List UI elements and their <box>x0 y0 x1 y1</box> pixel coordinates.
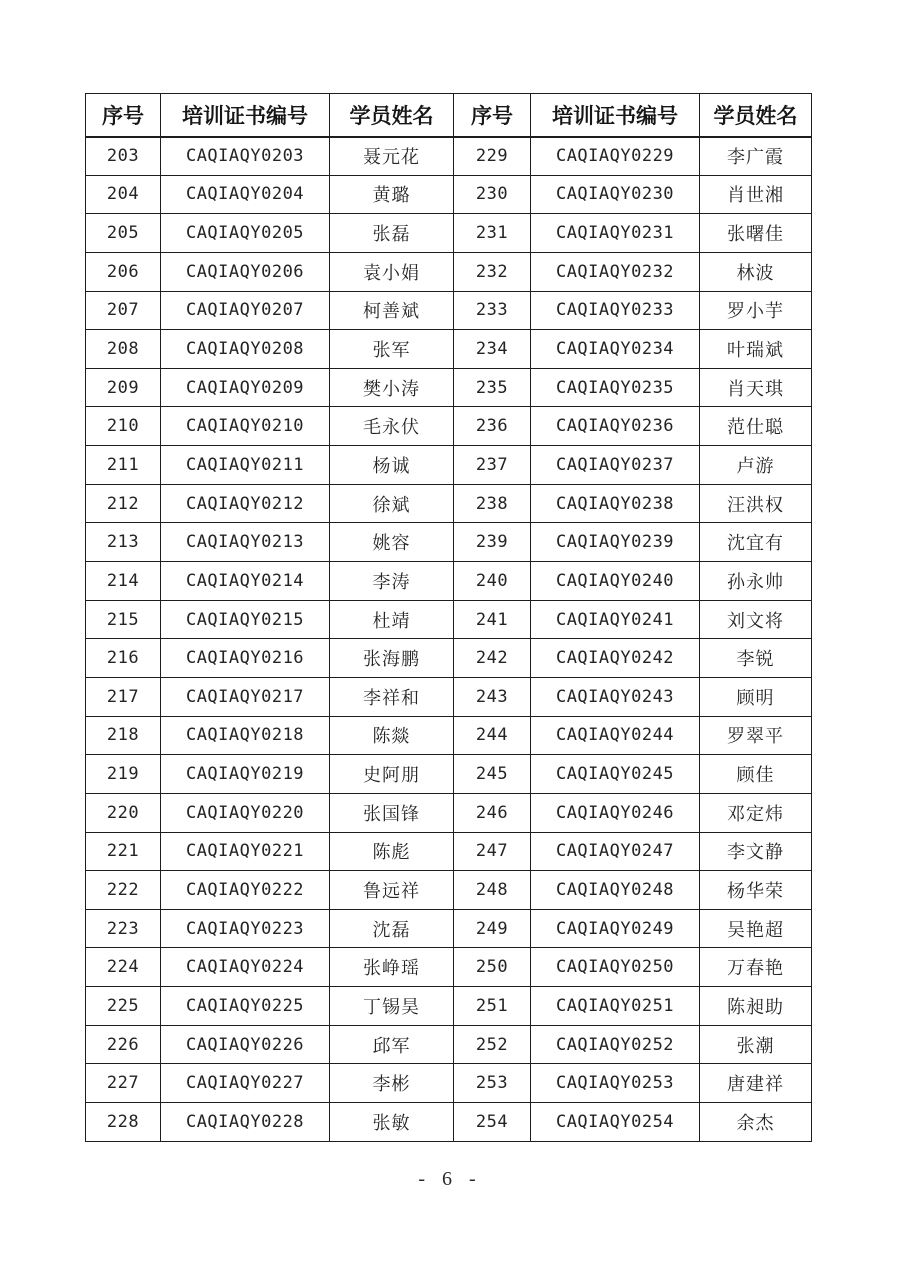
serial-number: 212 <box>86 484 161 523</box>
serial-number: 209 <box>86 368 161 407</box>
table-row <box>86 1025 812 1064</box>
serial-number: 235 <box>454 368 531 407</box>
serial-number: 206 <box>86 252 161 291</box>
serial-number: 221 <box>86 832 161 871</box>
trainee-name: 余杰 <box>700 1103 812 1142</box>
trainee-name: 李广霞 <box>700 137 812 176</box>
trainee-name: 林波 <box>700 252 812 291</box>
header-certificate-number: 培训证书编号 <box>161 94 330 137</box>
certificate-number: CAQIAQY0216 <box>161 639 330 678</box>
trainee-name: 邓定炜 <box>700 793 812 832</box>
trainee-name: 杜靖 <box>330 600 454 639</box>
certificate-number: CAQIAQY0208 <box>161 330 330 369</box>
trainee-name: 叶瑞斌 <box>700 330 812 369</box>
certificate-number: CAQIAQY0213 <box>161 523 330 562</box>
serial-number: 225 <box>86 987 161 1026</box>
serial-number: 228 <box>86 1103 161 1142</box>
trainee-name: 张磊 <box>330 214 454 253</box>
table-row <box>86 677 812 716</box>
certificate-number: CAQIAQY0245 <box>531 755 700 794</box>
trainee-name: 刘文将 <box>700 600 812 639</box>
serial-number: 246 <box>454 793 531 832</box>
certificate-number: CAQIAQY0243 <box>531 677 700 716</box>
table-body <box>86 137 812 1142</box>
table-row <box>86 484 812 523</box>
trainee-name: 罗翠平 <box>700 716 812 755</box>
certificate-number: CAQIAQY0228 <box>161 1103 330 1142</box>
serial-number: 213 <box>86 523 161 562</box>
certificate-number: CAQIAQY0225 <box>161 987 330 1026</box>
serial-number: 224 <box>86 948 161 987</box>
trainee-name: 柯善斌 <box>330 291 454 330</box>
trainee-name: 张军 <box>330 330 454 369</box>
table-row <box>86 214 812 253</box>
certificate-number: CAQIAQY0204 <box>161 175 330 214</box>
serial-number: 247 <box>454 832 531 871</box>
serial-number: 250 <box>454 948 531 987</box>
page-number: - 6 - <box>418 1168 482 1190</box>
table-row <box>86 987 812 1026</box>
certificate-number: CAQIAQY0247 <box>531 832 700 871</box>
serial-number: 243 <box>454 677 531 716</box>
trainee-name: 张海鹏 <box>330 639 454 678</box>
header-serial-number: 序号 <box>454 94 531 137</box>
certificate-number: CAQIAQY0240 <box>531 562 700 601</box>
serial-number: 242 <box>454 639 531 678</box>
serial-number: 214 <box>86 562 161 601</box>
certificate-number: CAQIAQY0207 <box>161 291 330 330</box>
table-row <box>86 330 812 369</box>
certificate-number: CAQIAQY0233 <box>531 291 700 330</box>
certificate-number: CAQIAQY0214 <box>161 562 330 601</box>
table-row <box>86 175 812 214</box>
certificate-number: CAQIAQY0223 <box>161 909 330 948</box>
trainee-name: 黄璐 <box>330 175 454 214</box>
trainee-name: 陈彪 <box>330 832 454 871</box>
certificate-number: CAQIAQY0218 <box>161 716 330 755</box>
serial-number: 219 <box>86 755 161 794</box>
serial-number: 211 <box>86 446 161 485</box>
certificate-number: CAQIAQY0235 <box>531 368 700 407</box>
certificate-number: CAQIAQY0231 <box>531 214 700 253</box>
serial-number: 226 <box>86 1025 161 1064</box>
certificate-number: CAQIAQY0236 <box>531 407 700 446</box>
certificate-number: CAQIAQY0249 <box>531 909 700 948</box>
header-certificate-number: 培训证书编号 <box>531 94 700 137</box>
certificate-number: CAQIAQY0250 <box>531 948 700 987</box>
serial-number: 204 <box>86 175 161 214</box>
serial-number: 232 <box>454 252 531 291</box>
certificate-number: CAQIAQY0211 <box>161 446 330 485</box>
trainee-name: 沈磊 <box>330 909 454 948</box>
serial-number: 240 <box>454 562 531 601</box>
certificate-number: CAQIAQY0215 <box>161 600 330 639</box>
trainee-name: 唐建祥 <box>700 1064 812 1103</box>
table-row <box>86 639 812 678</box>
trainee-name: 张峥瑶 <box>330 948 454 987</box>
certificate-number: CAQIAQY0254 <box>531 1103 700 1142</box>
certificate-number: CAQIAQY0217 <box>161 677 330 716</box>
trainee-name: 聂元花 <box>330 137 454 176</box>
trainee-name: 顾明 <box>700 677 812 716</box>
trainee-name: 李彬 <box>330 1064 454 1103</box>
trainee-name: 孙永帅 <box>700 562 812 601</box>
header-trainee-name: 学员姓名 <box>330 94 454 137</box>
trainee-name: 徐斌 <box>330 484 454 523</box>
table-row <box>86 1103 812 1142</box>
serial-number: 222 <box>86 871 161 910</box>
header-trainee-name: 学员姓名 <box>700 94 812 137</box>
serial-number: 238 <box>454 484 531 523</box>
table-row <box>86 600 812 639</box>
table-row <box>86 407 812 446</box>
trainee-name: 吴艳超 <box>700 909 812 948</box>
serial-number: 252 <box>454 1025 531 1064</box>
trainee-name: 李锐 <box>700 639 812 678</box>
serial-number: 239 <box>454 523 531 562</box>
trainee-name: 张国锋 <box>330 793 454 832</box>
table-row <box>86 446 812 485</box>
serial-number: 241 <box>454 600 531 639</box>
trainee-name: 樊小涛 <box>330 368 454 407</box>
serial-number: 249 <box>454 909 531 948</box>
table-row <box>86 909 812 948</box>
trainee-name: 肖世湘 <box>700 175 812 214</box>
trainee-name: 范仕聪 <box>700 407 812 446</box>
serial-number: 230 <box>454 175 531 214</box>
serial-number: 245 <box>454 755 531 794</box>
certificate-number: CAQIAQY0241 <box>531 600 700 639</box>
trainee-name: 李文静 <box>700 832 812 871</box>
serial-number: 203 <box>86 137 161 176</box>
certificate-number: CAQIAQY0242 <box>531 639 700 678</box>
certificate-number: CAQIAQY0212 <box>161 484 330 523</box>
header-serial-number: 序号 <box>86 94 161 137</box>
certificate-number: CAQIAQY0224 <box>161 948 330 987</box>
trainee-name: 杨诚 <box>330 446 454 485</box>
serial-number: 207 <box>86 291 161 330</box>
certificate-number: CAQIAQY0244 <box>531 716 700 755</box>
certificate-number: CAQIAQY0219 <box>161 755 330 794</box>
certificate-number: CAQIAQY0237 <box>531 446 700 485</box>
trainee-name: 陈昶助 <box>700 987 812 1026</box>
certificate-number: CAQIAQY0221 <box>161 832 330 871</box>
certificate-number: CAQIAQY0220 <box>161 793 330 832</box>
serial-number: 248 <box>454 871 531 910</box>
trainee-name: 沈宜有 <box>700 523 812 562</box>
certificate-number: CAQIAQY0210 <box>161 407 330 446</box>
trainee-name: 史阿朋 <box>330 755 454 794</box>
trainee-name: 杨华荣 <box>700 871 812 910</box>
table-row <box>86 252 812 291</box>
trainee-name: 张敏 <box>330 1103 454 1142</box>
certificate-number: CAQIAQY0205 <box>161 214 330 253</box>
table-row <box>86 291 812 330</box>
certificate-number: CAQIAQY0246 <box>531 793 700 832</box>
serial-number: 218 <box>86 716 161 755</box>
trainee-name: 姚容 <box>330 523 454 562</box>
serial-number: 236 <box>454 407 531 446</box>
trainee-name: 顾佳 <box>700 755 812 794</box>
serial-number: 237 <box>454 446 531 485</box>
serial-number: 216 <box>86 639 161 678</box>
serial-number: 231 <box>454 214 531 253</box>
table-row <box>86 793 812 832</box>
table-row <box>86 1064 812 1103</box>
trainee-name: 张潮 <box>700 1025 812 1064</box>
table-row <box>86 716 812 755</box>
trainee-name: 丁锡昊 <box>330 987 454 1026</box>
certificate-number: CAQIAQY0229 <box>531 137 700 176</box>
serial-number: 253 <box>454 1064 531 1103</box>
trainee-name: 万春艳 <box>700 948 812 987</box>
certificate-number: CAQIAQY0209 <box>161 368 330 407</box>
certificate-number: CAQIAQY0238 <box>531 484 700 523</box>
certificate-number: CAQIAQY0230 <box>531 175 700 214</box>
serial-number: 210 <box>86 407 161 446</box>
serial-number: 215 <box>86 600 161 639</box>
table-row <box>86 948 812 987</box>
trainee-name: 卢游 <box>700 446 812 485</box>
serial-number: 233 <box>454 291 531 330</box>
certificate-number: CAQIAQY0227 <box>161 1064 330 1103</box>
certificate-number: CAQIAQY0222 <box>161 871 330 910</box>
table-row <box>86 562 812 601</box>
table-header <box>86 94 812 137</box>
table-row <box>86 523 812 562</box>
trainee-name: 李涛 <box>330 562 454 601</box>
certificate-number: CAQIAQY0206 <box>161 252 330 291</box>
serial-number: 244 <box>454 716 531 755</box>
serial-number: 234 <box>454 330 531 369</box>
trainee-name: 张曙佳 <box>700 214 812 253</box>
serial-number: 217 <box>86 677 161 716</box>
serial-number: 220 <box>86 793 161 832</box>
table-row <box>86 755 812 794</box>
trainee-certificate-table <box>85 93 812 1142</box>
serial-number: 229 <box>454 137 531 176</box>
serial-number: 208 <box>86 330 161 369</box>
certificate-number: CAQIAQY0232 <box>531 252 700 291</box>
trainee-name: 汪洪权 <box>700 484 812 523</box>
serial-number: 223 <box>86 909 161 948</box>
trainee-name: 李祥和 <box>330 677 454 716</box>
table-row <box>86 368 812 407</box>
trainee-name: 袁小娟 <box>330 252 454 291</box>
certificate-number: CAQIAQY0252 <box>531 1025 700 1064</box>
header-row <box>86 94 812 137</box>
certificate-number: CAQIAQY0203 <box>161 137 330 176</box>
trainee-name: 邱军 <box>330 1025 454 1064</box>
serial-number: 251 <box>454 987 531 1026</box>
certificate-number: CAQIAQY0226 <box>161 1025 330 1064</box>
certificate-number: CAQIAQY0234 <box>531 330 700 369</box>
trainee-name: 毛永伏 <box>330 407 454 446</box>
trainee-name: 罗小芋 <box>700 291 812 330</box>
certificate-number: CAQIAQY0251 <box>531 987 700 1026</box>
table-row <box>86 871 812 910</box>
table-row <box>86 832 812 871</box>
table-row <box>86 137 812 176</box>
trainee-name: 鲁远祥 <box>330 871 454 910</box>
serial-number: 254 <box>454 1103 531 1142</box>
trainee-name: 陈燚 <box>330 716 454 755</box>
serial-number: 205 <box>86 214 161 253</box>
certificate-number: CAQIAQY0239 <box>531 523 700 562</box>
certificate-number: CAQIAQY0253 <box>531 1064 700 1103</box>
certificate-number: CAQIAQY0248 <box>531 871 700 910</box>
serial-number: 227 <box>86 1064 161 1103</box>
trainee-name: 肖天琪 <box>700 368 812 407</box>
